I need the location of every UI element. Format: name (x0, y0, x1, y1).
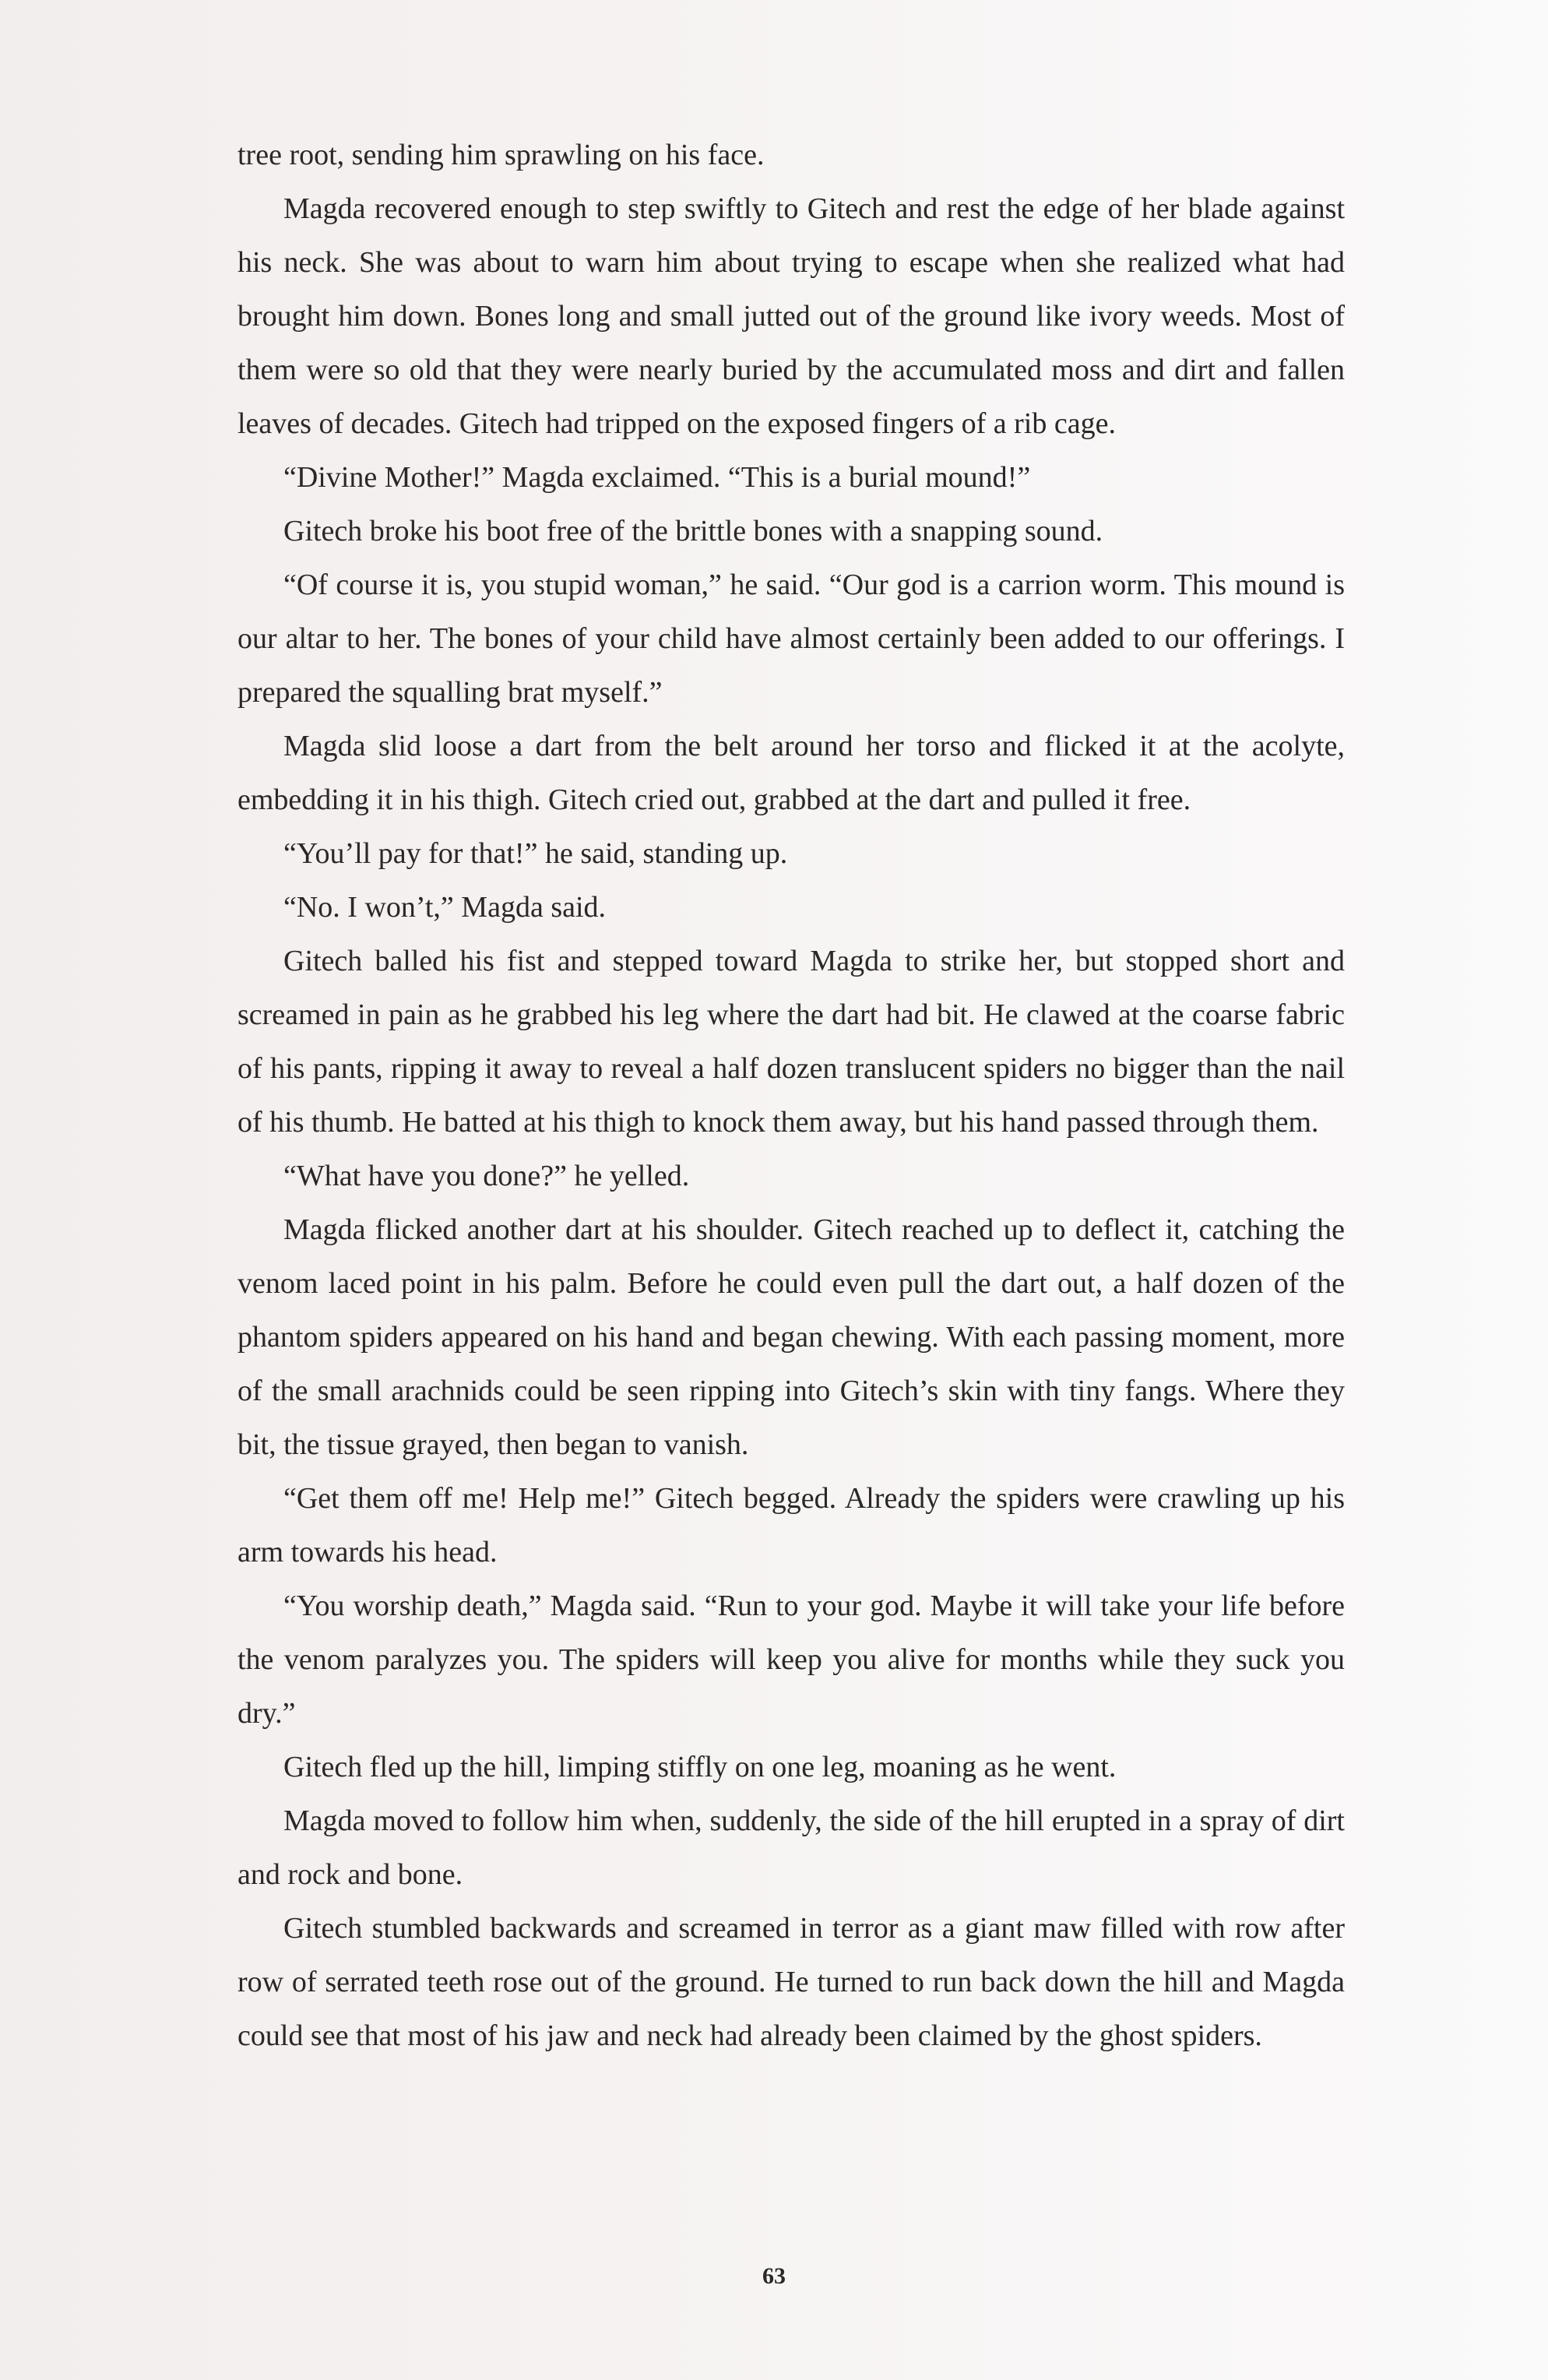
paragraph-6: Magda slid loose a dart from the belt around her torso and flicked it at the acolyte, embedding it in his thigh. Gitech cried out, grabbed at the dart and pulled it free. (237, 730, 1345, 816)
paragraph-10: “What have you done?” he yelled. (283, 1160, 690, 1192)
paragraph-13: “You worship death,” Magda said. “Run to your god. Maybe it will take your life before the venom paralyzes you. The spiders will keep you alive for months while they suck you dry.” (237, 1590, 1345, 1730)
paragraph-11: Magda flicked another dart at his shoulder. Gitech reached up to deflect it, catching the venom laced point in his palm. Before he could even pull the dart out, a half dozen of the phantom spiders appeared on his hand and began chewing. With each passing moment, more of the small arachnids could be seen ripping into Gitech’s skin with tiny fangs. Where they bit, the tissue grayed, then began to vanish. (237, 1213, 1345, 1461)
paragraph-12: “Get them off me! Help me!” Gitech begged. Already the spiders were crawling up his arm towards his head. (237, 1482, 1345, 1568)
paragraph-7: “You’ll pay for that!” he said, standing up. (283, 837, 788, 870)
page-number: 63 (762, 2263, 786, 2289)
paragraph-5: “Of course it is, you stupid woman,” he said. “Our god is a carrion worm. This mound is our altar to her. The bones of your child have almost certainly been added to our offerings. I prepared the squalling brat myself.” (237, 569, 1345, 709)
paragraph-14: Gitech fled up the hill, limping stiffly on one leg, moaning as he went. (283, 1751, 1117, 1783)
body-text (237, 129, 1345, 2063)
paragraph-15: Magda moved to follow him when, suddenly, the side of the hill erupted in a spray of dirt and rock and bone. (237, 1804, 1345, 1891)
paragraph-9: Gitech balled his fist and stepped toward Magda to strike her, but stopped short and screamed in pain as he grabbed his leg where the dart had bit. He clawed at the coarse fabric of his pants, ripping it away to reveal a half dozen translucent spiders no bigger than the nail of his thumb. He batted at his thigh to knock them away, but his hand passed through them. (237, 945, 1345, 1139)
paragraph-16: Gitech stumbled backwards and screamed in terror as a giant maw filled with row after row of serrated teeth rose out of the ground. He turned to run back down the hill and Magda could see that most of his jaw and neck had already been claimed by the ghost spiders. (237, 1912, 1345, 2052)
paragraph-3: “Divine Mother!” Magda exclaimed. “This is a burial mound!” (283, 461, 1031, 494)
paragraph-1: tree root, sending him sprawling on his face. (237, 139, 765, 171)
paragraph-4: Gitech broke his boot free of the brittle bones with a snapping sound. (283, 515, 1103, 547)
paragraph-8: “No. I won’t,” Magda said. (283, 891, 607, 924)
paragraph-2: Magda recovered enough to step swiftly to Gitech and rest the edge of her blade against his neck. She was about to warn him about trying to escape when she realized what had brought him down. Bones long and small jutted out of the ground like ivory weeds. Most of them were so old that they were nearly buried by the accumulated moss and dirt and fallen leaves of decades. Gitech had tripped on the exposed fingers of a rib cage. (237, 192, 1345, 440)
